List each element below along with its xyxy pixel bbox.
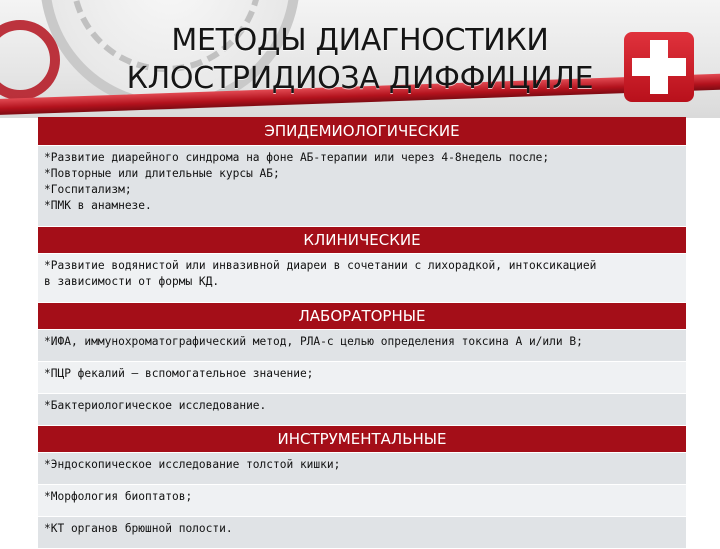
clinical-line: в зависимости от формы КД. xyxy=(44,275,220,288)
section-body-epidemiological xyxy=(38,146,686,227)
title-line-1: МЕТОДЫ ДИАГНОСТИКИ xyxy=(171,23,549,58)
section-heading-clinical: КЛИНИЧЕСКИЕ xyxy=(38,227,686,254)
instrumental-item-text: *Эндоскопическое исследование толстой кишки; xyxy=(44,458,341,471)
laboratory-item xyxy=(38,362,686,394)
laboratory-item xyxy=(38,394,686,426)
diagnostics-table xyxy=(38,117,686,549)
header-banner xyxy=(0,0,720,118)
clinical-line: *Развитие водянистой или инвазивной диареи в сочетании с лихорадкой, интоксикацией xyxy=(44,259,597,272)
instrumental-item xyxy=(38,517,686,549)
laboratory-item xyxy=(38,330,686,362)
section-heading-epidemiological: ЭПИДЕМИОЛОГИЧЕСКИЕ xyxy=(38,117,686,146)
laboratory-item-text: *Бактериологическое исследование. xyxy=(44,399,267,412)
epidemiological-line: *Госпитализм; xyxy=(44,183,132,196)
epidemiological-line: *Развитие диарейного синдрома на фоне АБ-терапии или через 4-8недель после; xyxy=(44,151,550,164)
page-title xyxy=(0,22,720,98)
cross-horizontal-bar xyxy=(632,58,686,76)
section-body-clinical xyxy=(38,254,686,303)
laboratory-item-text: *ПЦР фекалий – вспомогательное значение; xyxy=(44,367,314,380)
medical-cross-icon xyxy=(624,32,694,102)
title-line-2: КЛОСТРИДИОЗА ДИФФИЦИЛЕ xyxy=(126,61,594,96)
epidemiological-line: *ПМК в анамнезе. xyxy=(44,199,152,212)
section-heading-instrumental: ИНСТРУМЕНТАЛЬНЫЕ xyxy=(38,426,686,453)
section-heading-laboratory: ЛАБОРАТОРНЫЕ xyxy=(38,303,686,330)
instrumental-item-text: *КТ органов брюшной полости. xyxy=(44,522,233,535)
instrumental-item-text: *Морфология биоптатов; xyxy=(44,490,193,503)
instrumental-item xyxy=(38,453,686,485)
laboratory-item-text: *ИФА, иммунохроматографический метод, РЛА-с целью определения токсина А и/или В; xyxy=(44,335,583,348)
instrumental-item xyxy=(38,485,686,517)
epidemiological-line: *Повторные или длительные курсы АБ; xyxy=(44,167,280,180)
